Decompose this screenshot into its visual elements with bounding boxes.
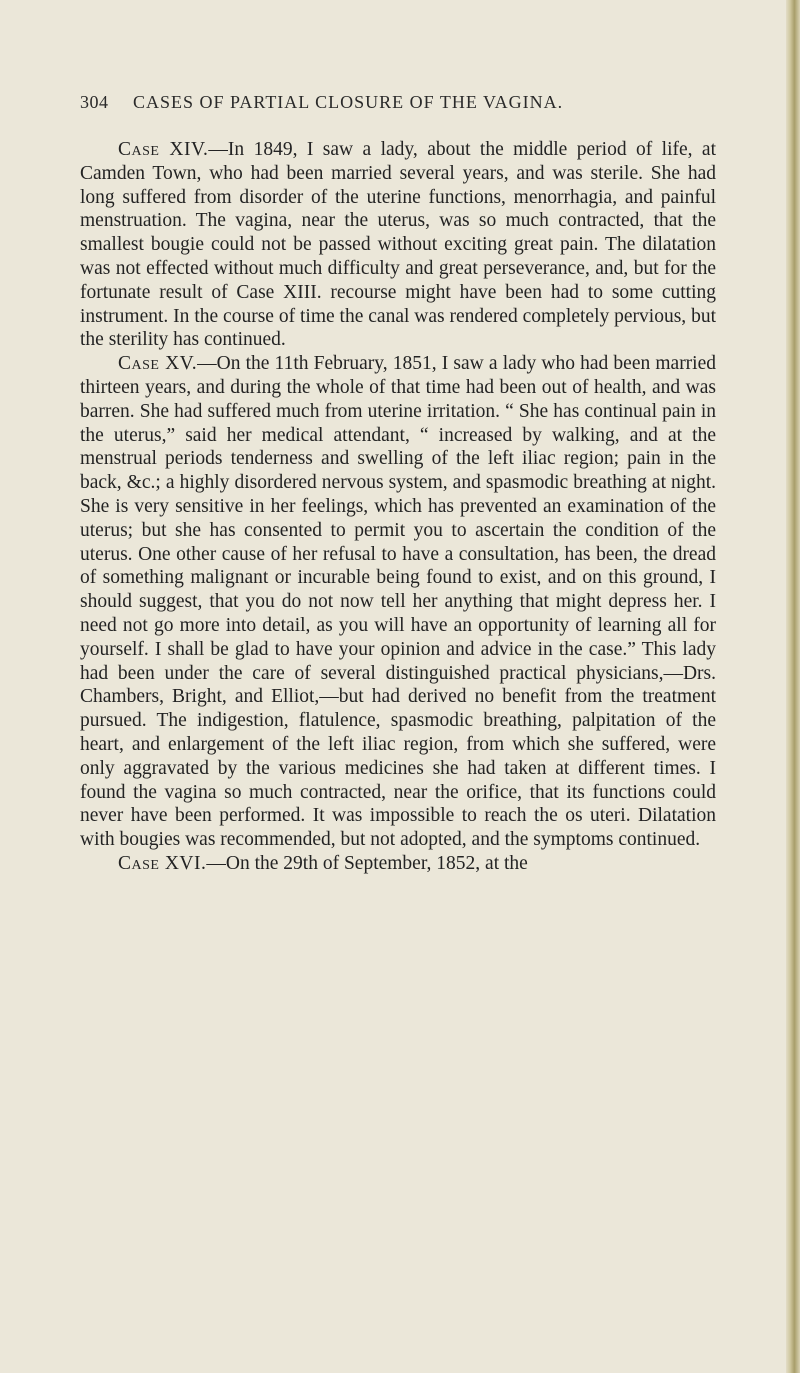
running-title: CASES OF PARTIAL CLOSURE OF THE VAGINA. — [133, 92, 564, 112]
case-xiv-text: —In 1849, I saw a lady, about the middle period of life, at Camden Town, who had been married several years, and was sterile. She had long suffered from disorder of the uterine functions, menorrhagia, and painful menstruation. The vagina, near the uterus, was so much contracted, that the smallest bougie could not be passed without exciting great pain. The dilatation was not effected without much difficulty and great perseverance, and, but for the fortunate result of Case XIII. recourse might have been had to some cutting instrument. In the course of time the canal was rendered completely pervious, but the sterility has continued. — [80, 139, 716, 351]
case-xv-label: Case XV. — [118, 353, 198, 375]
case-xiv-paragraph — [80, 138, 716, 352]
case-xvi-paragraph — [80, 852, 716, 876]
case-xv-text: —On the 11th February, 1851, I saw a lady who had been married thirteen years, and during the whole of that time had been out of health, and was barren. She had suffered much from uterine irritation. “ She has continual pain in the uterus,” said her medical attendant, “ increased by walking, and at the menstrual periods tenderness and swelling of the left iliac region; pain in the back, &c.; a highly disordered nervous system, and spasmodic breathing at night. She is very sensitive in her feelings, which has prevented an examination of the uterus; but she has consented to permit you to ascertain the condition of the uterus. One other cause of her refusal to have a consultation, has been, the dread of something malignant or incurable being found to exist, and on this ground, I should suggest, that you do not now tell her anything that might depress her. I need not go more into detail, as you will have an opportunity of learning all for yourself. I shall be glad to have your opinion and advice in the case.” This lady had been under the care of several distinguished practical physicians,—Drs. Chambers, Bright, and Elliot,—but had derived no benefit from the treatment pursued. The indigestion, flatulence, spasmodic breathing, palpitation of the heart, and enlargement of the left iliac region, from which she suffered, were only aggravated by the various medicines she had taken at different times. I found the vagina so much contracted, near the orifice, that its functions could never have been performed. It was impossible to reach the os uteri. Dilatation with bougies was recommended, but not adopted, and the symptoms continued. — [80, 353, 717, 851]
page-header — [80, 92, 700, 113]
case-xiv-label: Case XIV. — [118, 139, 209, 160]
body-text — [80, 138, 716, 876]
page-number: 304 — [80, 92, 109, 112]
case-xv-paragraph — [80, 352, 716, 852]
case-xvi-text: —On the 29th of September, 1852, at the — [206, 852, 528, 874]
page-edge — [786, 0, 800, 1373]
case-xvi-label: Case XVI. — [118, 852, 207, 874]
